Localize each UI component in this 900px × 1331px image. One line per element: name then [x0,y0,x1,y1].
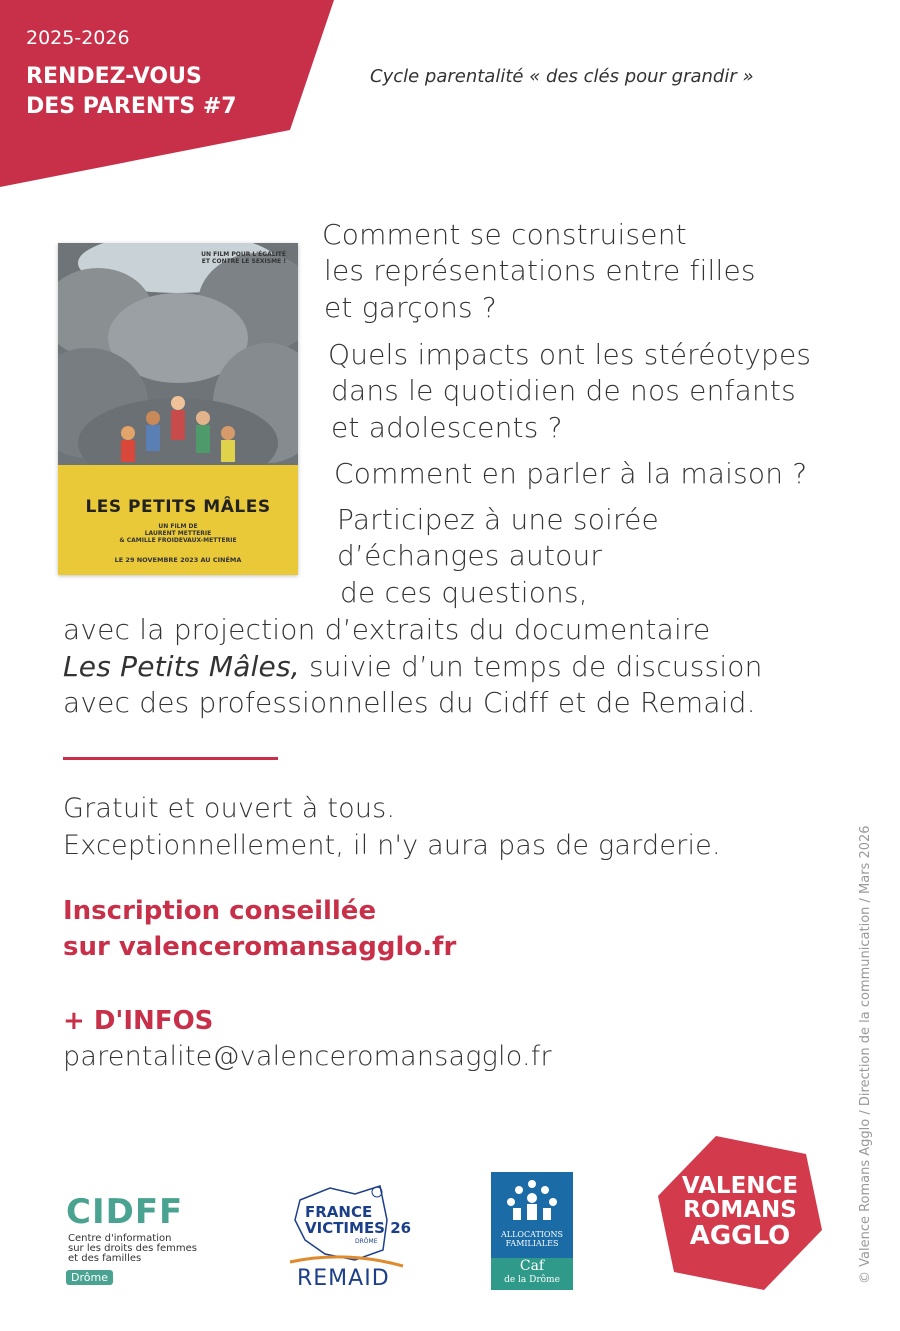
france-victimes-logo [285,1180,415,1295]
infos-label: + D'INFOS [63,1006,214,1036]
question-1-line-1: Comment se construisent [322,218,687,251]
cidff-logo-subtitle: Centre d'information sur les droits des femmes et des familles [68,1233,198,1264]
question-3: Comment en parler à la maison ? [334,457,808,490]
poster-credit: UN FILM DE LAURENT METTERIE & CAMILLE FROIDEVAUX-METTERIE [119,523,237,544]
season-label: 2025-2026 [26,27,130,49]
invite-line-1: Participez à une soirée [337,503,659,536]
question-1-line-3: et garçons ? [324,291,497,324]
agglo-line-2: ROMANS [683,1197,797,1223]
header-banner [0,0,334,187]
invite-line-5: Les Petits Mâles, suivie d’un temps de discussion [63,650,763,683]
caf-name: Caf [519,1258,545,1274]
caf-region: de la Drôme [504,1275,560,1285]
question-2-line-2: dans le quotidien de nos enfants [331,374,796,407]
section-divider [63,757,278,760]
invite-line-3: de ces questions, [340,576,588,609]
valence-romans-agglo-logo [656,1132,824,1294]
cidff-logo-region: Drôme [66,1270,113,1285]
copyright-credit: © Valence Romans Agglo / Direction de la communication / Mars 2026 [858,825,873,1284]
inscription-link[interactable]: sur valenceromansagglo.fr [63,932,457,962]
free-access-text: Gratuit et ouvert à tous. [63,793,396,824]
caf-people-icon [491,1176,573,1236]
invite-line-6: avec des professionnelles du Cidff et de Remaid. [63,686,756,719]
contact-email[interactable]: parentalite@valenceromansagglo.fr [63,1041,552,1072]
question-2-line-3: et adolescents ? [331,411,563,444]
no-childcare-text: Exceptionnellement, il n'y aura pas de garderie. [63,830,721,861]
question-1-line-2: les représentations entre filles [324,254,756,287]
caf-subtitle: ALLOCATIONS FAMILIALES [501,1230,563,1248]
film-title-italic: Les Petits Mâles, [63,650,300,683]
invite-line-4: avec la projection d’extraits du documentaire [63,613,711,646]
film-poster [58,243,298,575]
cidff-logo-name: CIDFF [66,1192,184,1232]
inscription-label: Inscription conseillée [63,896,377,926]
france-victimes-region: DRÔME [355,1238,378,1245]
caf-logo [491,1172,573,1290]
france-victimes-name: FRANCE VICTIMES 26 [305,1203,412,1237]
poster-title: LES PETITS MÂLES [85,497,271,517]
agglo-line-3: AGGLO [689,1221,791,1251]
poster-date: LE 29 NOVEMBRE 2023 AU CINÉMA [114,556,242,564]
agglo-line-1: VALENCE [681,1173,799,1199]
question-2-line-1: Quels impacts ont les stéréotypes [328,338,812,371]
cycle-subtitle: Cycle parentalité « des clés pour grandir » [370,66,754,87]
remaid-name: REMAID [297,1266,390,1291]
event-title: RENDEZ-VOUS DES PARENTS #7 [26,64,237,119]
cidff-logo [66,1192,226,1292]
poster-tagline: UN FILM POUR L'ÉGALITÉ ET CONTRE LE SEXISME ! [201,251,286,265]
invite-line-2: d’échanges autour [337,539,603,572]
